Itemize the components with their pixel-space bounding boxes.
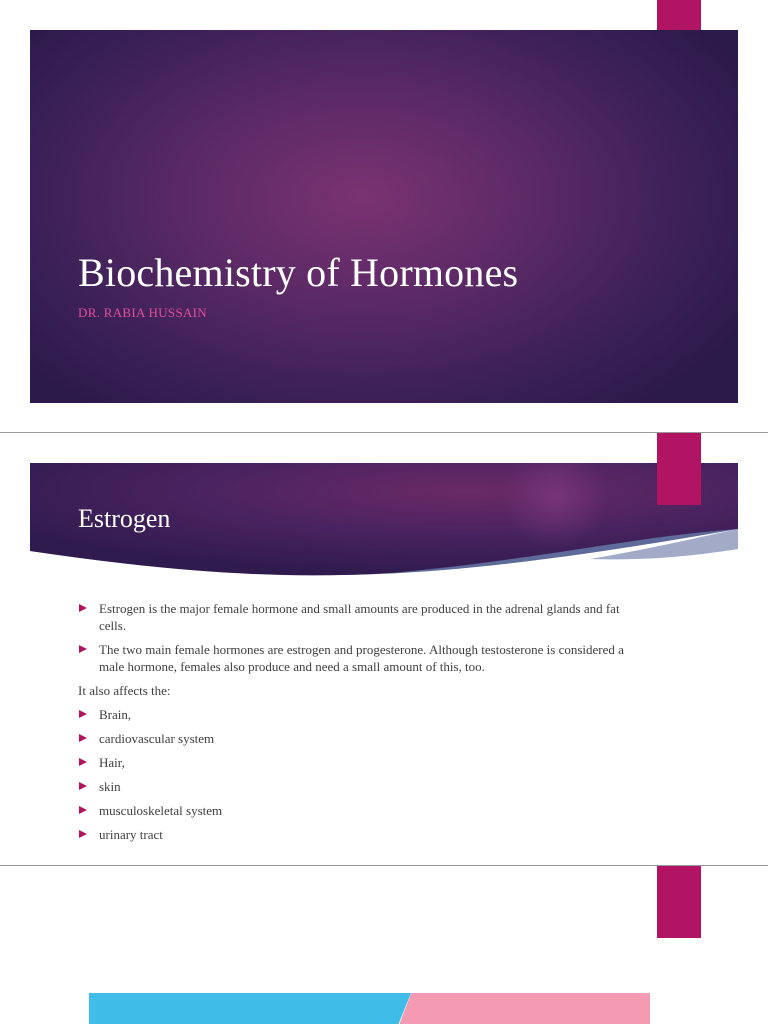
triangle-bullet-icon (79, 758, 87, 766)
bullet-item (78, 641, 638, 675)
slide-body (78, 600, 638, 850)
triangle-bullet-icon (79, 710, 87, 718)
bullet-text: Brain, (99, 707, 132, 722)
bullet-item (78, 826, 638, 843)
triangle-bullet-icon (79, 645, 87, 653)
bullet-text: Estrogen is the major female hormone and small amounts are produced in the adrenal glands and fat cells. (99, 601, 620, 633)
presentation-title: Biochemistry of Hormones (78, 250, 519, 295)
triangle-bullet-icon (79, 830, 87, 838)
affects-intro: It also affects the: (78, 683, 171, 698)
blue-header-band (89, 993, 411, 1024)
next-slide-partial (0, 866, 768, 1024)
bullet-item (78, 754, 638, 771)
triangle-bullet-icon (79, 782, 87, 790)
bullet-text: The two main female hormones are estrogen and progesterone. Although testosterone is considered a male hormone, females also produce and need a small amount of this, too. (99, 642, 624, 674)
title-panel (30, 30, 738, 403)
bullet-text: skin (99, 779, 121, 794)
bullet-text: urinary tract (99, 827, 163, 842)
bullet-text: musculoskeletal system (99, 803, 223, 818)
pink-header-band (396, 993, 650, 1024)
bullet-item (78, 600, 638, 634)
title-slide (0, 0, 768, 432)
triangle-bullet-icon (79, 734, 87, 742)
bullet-item (78, 706, 638, 723)
estrogen-slide (0, 433, 768, 865)
bullet-item (78, 730, 638, 747)
bullet-item (78, 802, 638, 819)
bullet-text: cardiovascular system (99, 731, 215, 746)
accent-tab (657, 433, 701, 505)
triangle-bullet-icon (79, 604, 87, 612)
bullet-text: Hair, (99, 755, 125, 770)
bullet-item (78, 778, 638, 795)
presentation-author: DR. RABIA HUSSAIN (78, 305, 207, 320)
accent-tab (657, 866, 701, 938)
triangle-bullet-icon (79, 806, 87, 814)
slide-heading: Estrogen (78, 504, 171, 533)
